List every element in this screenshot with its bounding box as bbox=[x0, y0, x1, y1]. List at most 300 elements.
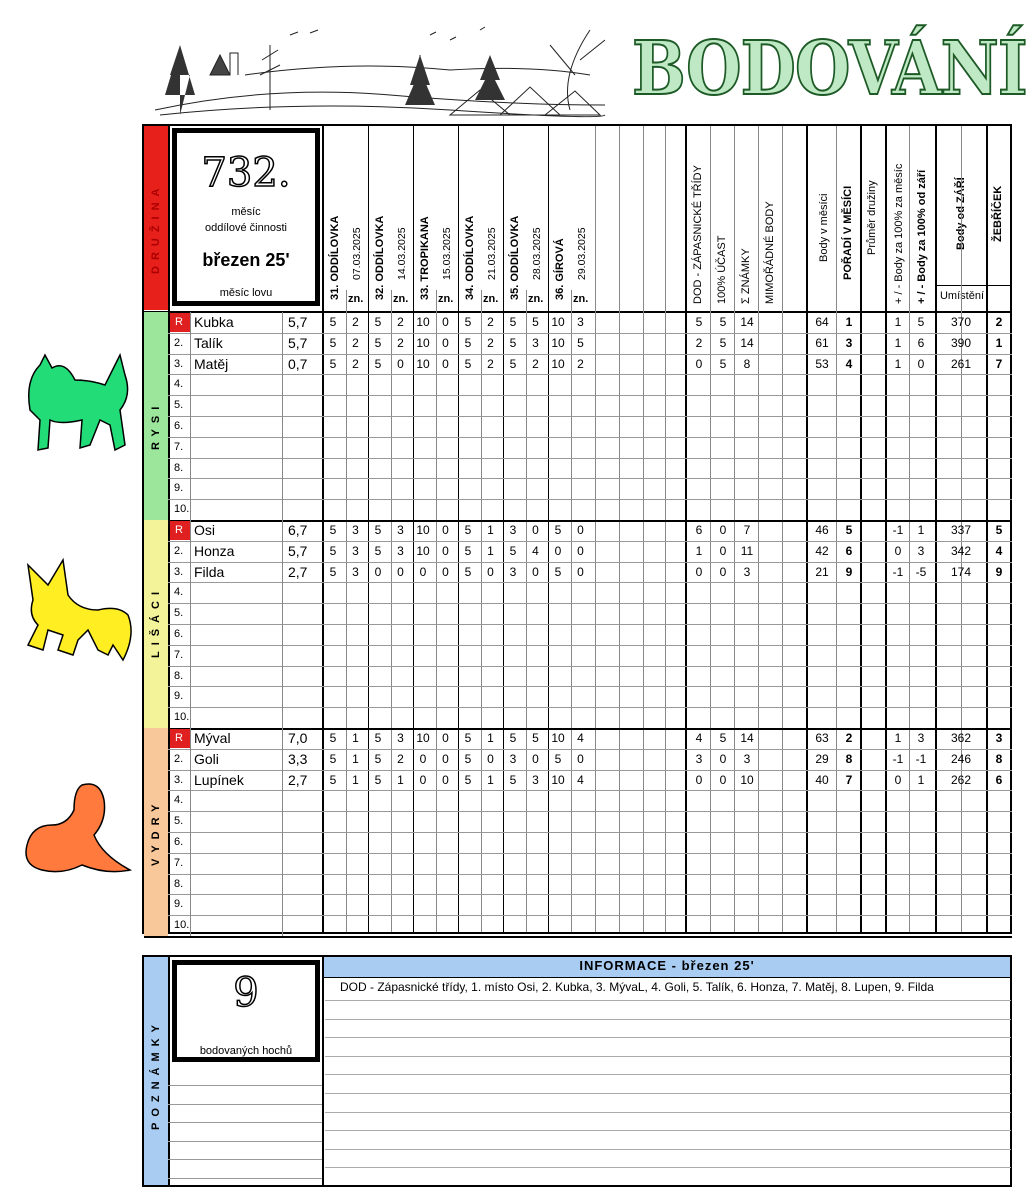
pm-mesic-cell: 0 bbox=[894, 543, 902, 558]
row-number: 7. bbox=[174, 648, 184, 661]
extra-col-header: MIMOŘÁDNÉ BODY bbox=[764, 201, 776, 304]
score-cell: 10 bbox=[416, 315, 430, 329]
umisteni-label: Umístění bbox=[939, 290, 984, 302]
score-cell: 0 bbox=[577, 543, 584, 558]
month-number: 732. bbox=[201, 150, 291, 196]
score-cell: 2 bbox=[487, 356, 494, 371]
extra-cell: 4 bbox=[695, 731, 703, 745]
score-cell: 0 bbox=[532, 523, 539, 537]
notes-line bbox=[168, 1141, 322, 1142]
total-cell: 390 bbox=[950, 335, 972, 350]
pm-mesic-header: + / - Body za 100% za měsíc bbox=[893, 163, 905, 304]
score-cell: 3 bbox=[352, 564, 359, 579]
notes-line bbox=[168, 1085, 322, 1086]
score-cell: 2 bbox=[397, 335, 404, 350]
member-name: Lupínek bbox=[194, 771, 244, 788]
row-line bbox=[168, 832, 1012, 833]
extra-cell: 10 bbox=[740, 772, 754, 787]
score-cell: 10 bbox=[416, 543, 430, 558]
row-number: 5. bbox=[174, 607, 184, 620]
zn-label: zn. bbox=[528, 293, 544, 305]
pm-zari-cell: 1 bbox=[917, 772, 925, 787]
event-title: 35. ODDÍLOVKA bbox=[509, 215, 521, 300]
extra-cell: 3 bbox=[743, 564, 751, 579]
zn-label: zn. bbox=[483, 293, 499, 305]
pm-mesic-cell: -1 bbox=[892, 523, 904, 537]
zn-label: zn. bbox=[393, 293, 409, 305]
score-cell: 5 bbox=[464, 731, 472, 745]
body-cell: 53 bbox=[815, 356, 829, 371]
extra-cell: 0 bbox=[695, 564, 703, 579]
score-cell: 5 bbox=[374, 356, 382, 371]
score-cell: 5 bbox=[509, 335, 517, 350]
fox-icon bbox=[18, 555, 136, 670]
body-cell: 63 bbox=[815, 731, 829, 745]
row-line bbox=[168, 915, 1012, 916]
score-cell: 5 bbox=[554, 523, 562, 537]
notes-line bbox=[168, 1104, 322, 1105]
score-cell: 2 bbox=[397, 315, 404, 329]
score-cell: 0 bbox=[442, 356, 449, 371]
row-number: 4. bbox=[174, 586, 184, 599]
score-cell: 1 bbox=[352, 772, 359, 787]
extra-cell: 1 bbox=[695, 543, 703, 558]
score-cell: 0 bbox=[442, 315, 449, 329]
row-number: 9. bbox=[174, 690, 184, 703]
notes-label: POZNÁMKY bbox=[150, 1019, 162, 1130]
zn-label: zn. bbox=[438, 293, 454, 305]
extra-cell: 3 bbox=[695, 751, 703, 766]
score-cell: 5 bbox=[509, 315, 517, 329]
extra-cell: 14 bbox=[740, 335, 754, 350]
score-cell: 5 bbox=[374, 543, 382, 558]
score-cell: 2 bbox=[487, 335, 494, 350]
info-line bbox=[325, 1112, 1011, 1113]
body-zari-header: Body od ZÁŘÍ bbox=[955, 177, 967, 250]
row-line bbox=[168, 645, 1012, 646]
notes-line bbox=[168, 1122, 322, 1123]
score-cell: 2 bbox=[352, 315, 359, 329]
pm-zari-cell: -1 bbox=[915, 751, 927, 766]
score-cell: 10 bbox=[416, 356, 430, 371]
poradi-cell: 8 bbox=[845, 751, 853, 766]
info-line bbox=[325, 1000, 1011, 1001]
total-cell: 370 bbox=[950, 315, 972, 329]
score-cell: 5 bbox=[554, 751, 562, 766]
score-cell: 5 bbox=[464, 772, 472, 787]
score-cell: 4 bbox=[577, 772, 584, 787]
row-line bbox=[168, 499, 1012, 500]
col-divider bbox=[282, 520, 283, 728]
score-cell: 0 bbox=[397, 356, 404, 371]
score-cell: 5 bbox=[374, 335, 382, 350]
score-cell: 0 bbox=[532, 751, 539, 766]
event-date: 15.03.2025 bbox=[441, 227, 453, 280]
count-caption: bodovaných hochů bbox=[199, 1045, 293, 1057]
extra-cell: 14 bbox=[740, 731, 754, 745]
pm-zari-cell: 0 bbox=[917, 356, 925, 371]
score-cell: 5 bbox=[329, 772, 337, 787]
event-title: 34. ODDÍLOVKA bbox=[464, 215, 476, 300]
score-cell: 3 bbox=[509, 564, 517, 579]
score-cell: 5 bbox=[329, 751, 337, 766]
score-cell: 10 bbox=[416, 523, 430, 537]
member-average: 2,7 bbox=[288, 563, 308, 580]
row-number: 5. bbox=[174, 399, 184, 412]
col-divider bbox=[282, 728, 283, 936]
event-date: 14.03.2025 bbox=[396, 227, 408, 280]
info-line bbox=[325, 1019, 1011, 1020]
extra-cell: 5 bbox=[719, 731, 727, 745]
score-cell: 3 bbox=[532, 335, 539, 350]
body-cell: 29 bbox=[815, 751, 829, 766]
total-cell: 362 bbox=[950, 731, 972, 745]
info-title: INFORMACE - březen 25' bbox=[579, 958, 755, 973]
row-line bbox=[168, 894, 1012, 895]
event-date: 28.03.2025 bbox=[531, 227, 543, 280]
info-line bbox=[325, 1037, 1011, 1038]
row-number: 8. bbox=[174, 461, 184, 474]
pm-mesic-cell: 1 bbox=[894, 335, 902, 350]
member-name: Osi bbox=[194, 522, 215, 538]
info-line bbox=[325, 1074, 1011, 1075]
col-divider bbox=[190, 520, 191, 728]
score-cell: 5 bbox=[464, 523, 472, 537]
member-average: 5,7 bbox=[288, 334, 308, 351]
score-cell: 10 bbox=[551, 731, 565, 745]
score-cell: 0 bbox=[487, 751, 494, 766]
zebricek-header: ŽEBŘÍČEK bbox=[992, 185, 1004, 242]
month-footer: měsíc lovu bbox=[219, 287, 273, 299]
extra-cell: 3 bbox=[743, 751, 751, 766]
total-cell: 342 bbox=[950, 543, 972, 558]
member-name: Matěj bbox=[194, 355, 229, 372]
score-cell: 3 bbox=[577, 315, 584, 329]
row-line bbox=[168, 811, 1012, 812]
score-cell: 1 bbox=[487, 731, 494, 745]
score-cell: 5 bbox=[464, 543, 472, 558]
extra-cell: 5 bbox=[719, 356, 727, 371]
pm-mesic-cell: -1 bbox=[892, 564, 904, 579]
row-line bbox=[168, 790, 1012, 791]
score-cell: 0 bbox=[577, 523, 584, 537]
score-cell: 5 bbox=[509, 772, 517, 787]
row-number: 3. bbox=[174, 773, 184, 786]
score-cell: 5 bbox=[509, 356, 517, 371]
score-cell: 4 bbox=[577, 731, 584, 745]
member-average: 5,7 bbox=[288, 542, 308, 559]
row-number: 8. bbox=[174, 669, 184, 682]
member-name: Filda bbox=[194, 563, 225, 580]
group-label: VYDRY bbox=[150, 798, 162, 866]
score-cell: 5 bbox=[464, 315, 472, 329]
row-number: 9. bbox=[174, 482, 184, 495]
score-cell: 2 bbox=[532, 356, 539, 371]
group-label: LIŠÁCI bbox=[150, 585, 162, 658]
row-line bbox=[168, 853, 1012, 854]
rank-cell: 9 bbox=[995, 564, 1003, 579]
month-caption1: měsíc bbox=[231, 206, 261, 218]
pm-mesic-cell: 1 bbox=[894, 315, 902, 329]
score-cell: 1 bbox=[487, 523, 494, 537]
event-title: 31. ODDÍLOVKA bbox=[329, 215, 341, 300]
lynx-icon bbox=[20, 350, 135, 460]
row-line bbox=[168, 416, 1012, 417]
score-cell: 0 bbox=[442, 731, 449, 745]
score-cell: 5 bbox=[329, 356, 337, 371]
score-cell: 5 bbox=[329, 335, 337, 350]
score-cell: 1 bbox=[487, 543, 494, 558]
rank-cell: 2 bbox=[995, 315, 1003, 329]
score-cell: 0 bbox=[419, 772, 427, 787]
body-cell: 46 bbox=[815, 523, 829, 537]
poradi-cell: 6 bbox=[845, 543, 853, 558]
score-cell: 0 bbox=[419, 751, 427, 766]
page-title: BODOVÁNÍ bbox=[632, 26, 1027, 112]
row-number: 7. bbox=[174, 440, 184, 453]
pm-zari-cell: 5 bbox=[917, 315, 925, 329]
score-cell: 2 bbox=[352, 335, 359, 350]
col-divider bbox=[190, 312, 191, 520]
member-name: Goli bbox=[194, 750, 219, 767]
body-cell: 61 bbox=[815, 335, 829, 350]
score-cell: 10 bbox=[551, 335, 565, 350]
extra-cell: 8 bbox=[743, 356, 751, 371]
body-mesic-header: Body v měsíci bbox=[818, 193, 830, 262]
row-number: 4. bbox=[174, 794, 184, 807]
extra-cell: 0 bbox=[719, 523, 727, 537]
score-cell: 5 bbox=[532, 315, 539, 329]
event-date: 29.03.2025 bbox=[576, 227, 588, 280]
row-number: 10. bbox=[174, 503, 190, 516]
member-name: Mýval bbox=[194, 730, 231, 746]
extra-cell: 0 bbox=[719, 564, 727, 579]
sub-divider bbox=[481, 290, 482, 932]
umisteni-line bbox=[937, 285, 1012, 286]
poradi-cell: 1 bbox=[845, 315, 853, 329]
score-cell: 10 bbox=[551, 315, 565, 329]
row-number: 10. bbox=[174, 711, 190, 724]
score-cell: 2 bbox=[577, 356, 584, 371]
extra-cell: 0 bbox=[695, 356, 703, 371]
landscape-illustration bbox=[150, 15, 610, 120]
score-cell: 0 bbox=[554, 543, 562, 558]
rank-cell: 3 bbox=[995, 731, 1003, 745]
score-cell: 5 bbox=[329, 315, 337, 329]
score-cell: 1 bbox=[397, 772, 404, 787]
row-line bbox=[168, 686, 1012, 687]
body-cell: 64 bbox=[815, 315, 829, 329]
extra-cell: 5 bbox=[719, 315, 727, 329]
sub-divider bbox=[391, 290, 392, 932]
pm-zari-header: + / - Body za 100% od září bbox=[916, 169, 928, 304]
member-average: 7,0 bbox=[288, 730, 308, 746]
member-average: 0,7 bbox=[288, 355, 308, 372]
member-name: Talík bbox=[194, 334, 223, 351]
zn-label: zn. bbox=[348, 293, 364, 305]
extra-cell: 5 bbox=[695, 315, 703, 329]
notes-line bbox=[168, 1178, 322, 1179]
sub-divider bbox=[346, 290, 347, 932]
score-cell: 0 bbox=[577, 564, 584, 579]
info-line bbox=[325, 1130, 1011, 1131]
score-cell: 5 bbox=[374, 731, 382, 745]
count-value: 9 bbox=[233, 970, 259, 1016]
body-cell: 42 bbox=[815, 543, 829, 558]
druzina-label: DRUŽINA bbox=[150, 182, 162, 274]
extra-cell: 0 bbox=[719, 543, 727, 558]
poradi-cell: 7 bbox=[845, 772, 853, 787]
score-cell: 3 bbox=[352, 523, 359, 537]
score-cell: 5 bbox=[464, 356, 472, 371]
extra-cell: 5 bbox=[719, 335, 727, 350]
pm-zari-cell: 3 bbox=[917, 543, 925, 558]
score-cell: 0 bbox=[419, 564, 427, 579]
score-cell: 2 bbox=[487, 315, 494, 329]
prumer-header: Průměr družiny bbox=[866, 180, 878, 255]
score-cell: 0 bbox=[442, 751, 449, 766]
total-cell: 262 bbox=[950, 772, 972, 787]
extra-cell: 7 bbox=[743, 523, 751, 537]
rank-cell: 6 bbox=[995, 772, 1003, 787]
sub-divider bbox=[526, 290, 527, 932]
score-cell: 5 bbox=[464, 335, 472, 350]
info-line bbox=[325, 1093, 1011, 1094]
row-number: 3. bbox=[174, 357, 184, 370]
pm-mesic-cell: 1 bbox=[894, 731, 902, 745]
member-average: 2,7 bbox=[288, 771, 308, 788]
member-average: 6,7 bbox=[288, 522, 308, 538]
score-cell: 0 bbox=[397, 564, 404, 579]
rank-cell: 7 bbox=[995, 356, 1003, 371]
row-line bbox=[168, 624, 1012, 625]
total-cell: 246 bbox=[950, 751, 972, 766]
row-line bbox=[168, 582, 1012, 583]
event-date: 07.03.2025 bbox=[351, 227, 363, 280]
poradi-cell: 3 bbox=[845, 335, 853, 350]
body-cell: 21 bbox=[815, 564, 829, 579]
pm-zari-cell: 6 bbox=[917, 335, 925, 350]
rank-cell: 5 bbox=[995, 523, 1003, 537]
row-number: 3. bbox=[174, 565, 184, 578]
score-cell: 3 bbox=[397, 543, 404, 558]
score-cell: 3 bbox=[509, 523, 517, 537]
row-number: 4. bbox=[174, 378, 184, 391]
score-cell: 3 bbox=[509, 751, 517, 766]
row-number: 10. bbox=[174, 919, 190, 932]
extra-cell: 0 bbox=[719, 772, 727, 787]
extra-cell: 14 bbox=[740, 315, 754, 329]
score-cell: 5 bbox=[532, 731, 539, 745]
pm-zari-cell: -5 bbox=[915, 564, 927, 579]
row-number: 6. bbox=[174, 628, 184, 640]
info-line bbox=[325, 1167, 1011, 1168]
row-line bbox=[168, 437, 1012, 438]
score-cell: 3 bbox=[397, 523, 404, 537]
row-line bbox=[168, 478, 1012, 479]
score-cell: 0 bbox=[442, 523, 449, 537]
score-cell: 0 bbox=[442, 543, 449, 558]
extra-col-header: DOD - ZÁPASNICKÉ TŘÍDY bbox=[692, 165, 704, 304]
row-line bbox=[168, 707, 1012, 708]
row-number: 7. bbox=[174, 856, 184, 869]
total-cell: 174 bbox=[950, 564, 972, 579]
score-cell: 5 bbox=[509, 731, 517, 745]
row-line bbox=[168, 395, 1012, 396]
row-number: 2. bbox=[174, 752, 184, 765]
score-cell: 5 bbox=[329, 731, 337, 745]
info-text: DOD - Zápasnické třídy, 1. místo Osi, 2. Kubka, 3. MývaL, 4. Goli, 5. Talík, 6. Honza, 7. Matěj, 8. Lupen, 9. Filda bbox=[340, 980, 934, 994]
member-name: Honza bbox=[194, 542, 235, 559]
poradi-cell: 9 bbox=[845, 564, 853, 579]
score-cell: 5 bbox=[509, 543, 517, 558]
event-title: 36. GÍROVÁ bbox=[554, 238, 566, 300]
poradi-header: POŘADÍ V MĚSÍCI bbox=[842, 185, 854, 280]
col-divider bbox=[190, 728, 191, 936]
score-cell: 0 bbox=[577, 751, 584, 766]
row-number: 6. bbox=[174, 420, 184, 432]
total-cell: 337 bbox=[950, 523, 972, 537]
score-cell: 5 bbox=[374, 772, 382, 787]
score-cell: 0 bbox=[442, 772, 449, 787]
extra-cell: 2 bbox=[695, 335, 703, 350]
member-name: Kubka bbox=[194, 314, 234, 330]
leader-mark: R bbox=[175, 316, 183, 328]
rank-cell: 1 bbox=[995, 335, 1003, 350]
member-average: 3,3 bbox=[288, 750, 308, 767]
poradi-cell: 5 bbox=[845, 523, 853, 537]
row-line bbox=[168, 374, 1012, 375]
leader-mark: R bbox=[175, 524, 183, 536]
score-cell: 0 bbox=[374, 564, 382, 579]
otter-icon bbox=[22, 775, 134, 880]
row-line bbox=[168, 874, 1012, 875]
score-cell: 1 bbox=[487, 772, 494, 787]
row-number: 5. bbox=[174, 815, 184, 828]
score-cell: 1 bbox=[352, 751, 359, 766]
month-name: březen 25' bbox=[202, 250, 290, 270]
pm-zari-cell: 3 bbox=[917, 731, 925, 745]
sub-divider bbox=[571, 290, 572, 932]
score-cell: 0 bbox=[442, 564, 449, 579]
score-cell: 5 bbox=[577, 335, 584, 350]
event-title: 32. ODDÍLOVKA bbox=[374, 215, 386, 300]
row-number: 8. bbox=[174, 877, 184, 890]
body-cell: 40 bbox=[815, 772, 829, 787]
info-line bbox=[325, 1149, 1011, 1150]
extra-cell: 11 bbox=[740, 543, 754, 558]
row-line bbox=[168, 603, 1012, 604]
score-cell: 5 bbox=[554, 564, 562, 579]
event-title: 33. TROPIKANA bbox=[419, 216, 431, 300]
pm-mesic-cell: 0 bbox=[894, 772, 902, 787]
score-cell: 0 bbox=[442, 335, 449, 350]
extra-cell: 6 bbox=[695, 523, 703, 537]
group-border bbox=[144, 936, 1012, 938]
score-cell: 5 bbox=[329, 564, 337, 579]
pm-mesic-cell: 1 bbox=[894, 356, 902, 371]
notes-line bbox=[168, 1159, 322, 1160]
extra-cell: 0 bbox=[695, 772, 703, 787]
score-cell: 5 bbox=[329, 523, 337, 537]
rank-cell: 4 bbox=[995, 543, 1003, 558]
month-caption2: oddílové činnosti bbox=[205, 222, 287, 234]
member-average: 5,7 bbox=[288, 314, 308, 330]
score-cell: 5 bbox=[329, 543, 337, 558]
pm-zari-cell: 1 bbox=[917, 523, 925, 537]
score-cell: 3 bbox=[352, 543, 359, 558]
leader-mark: R bbox=[175, 732, 183, 744]
